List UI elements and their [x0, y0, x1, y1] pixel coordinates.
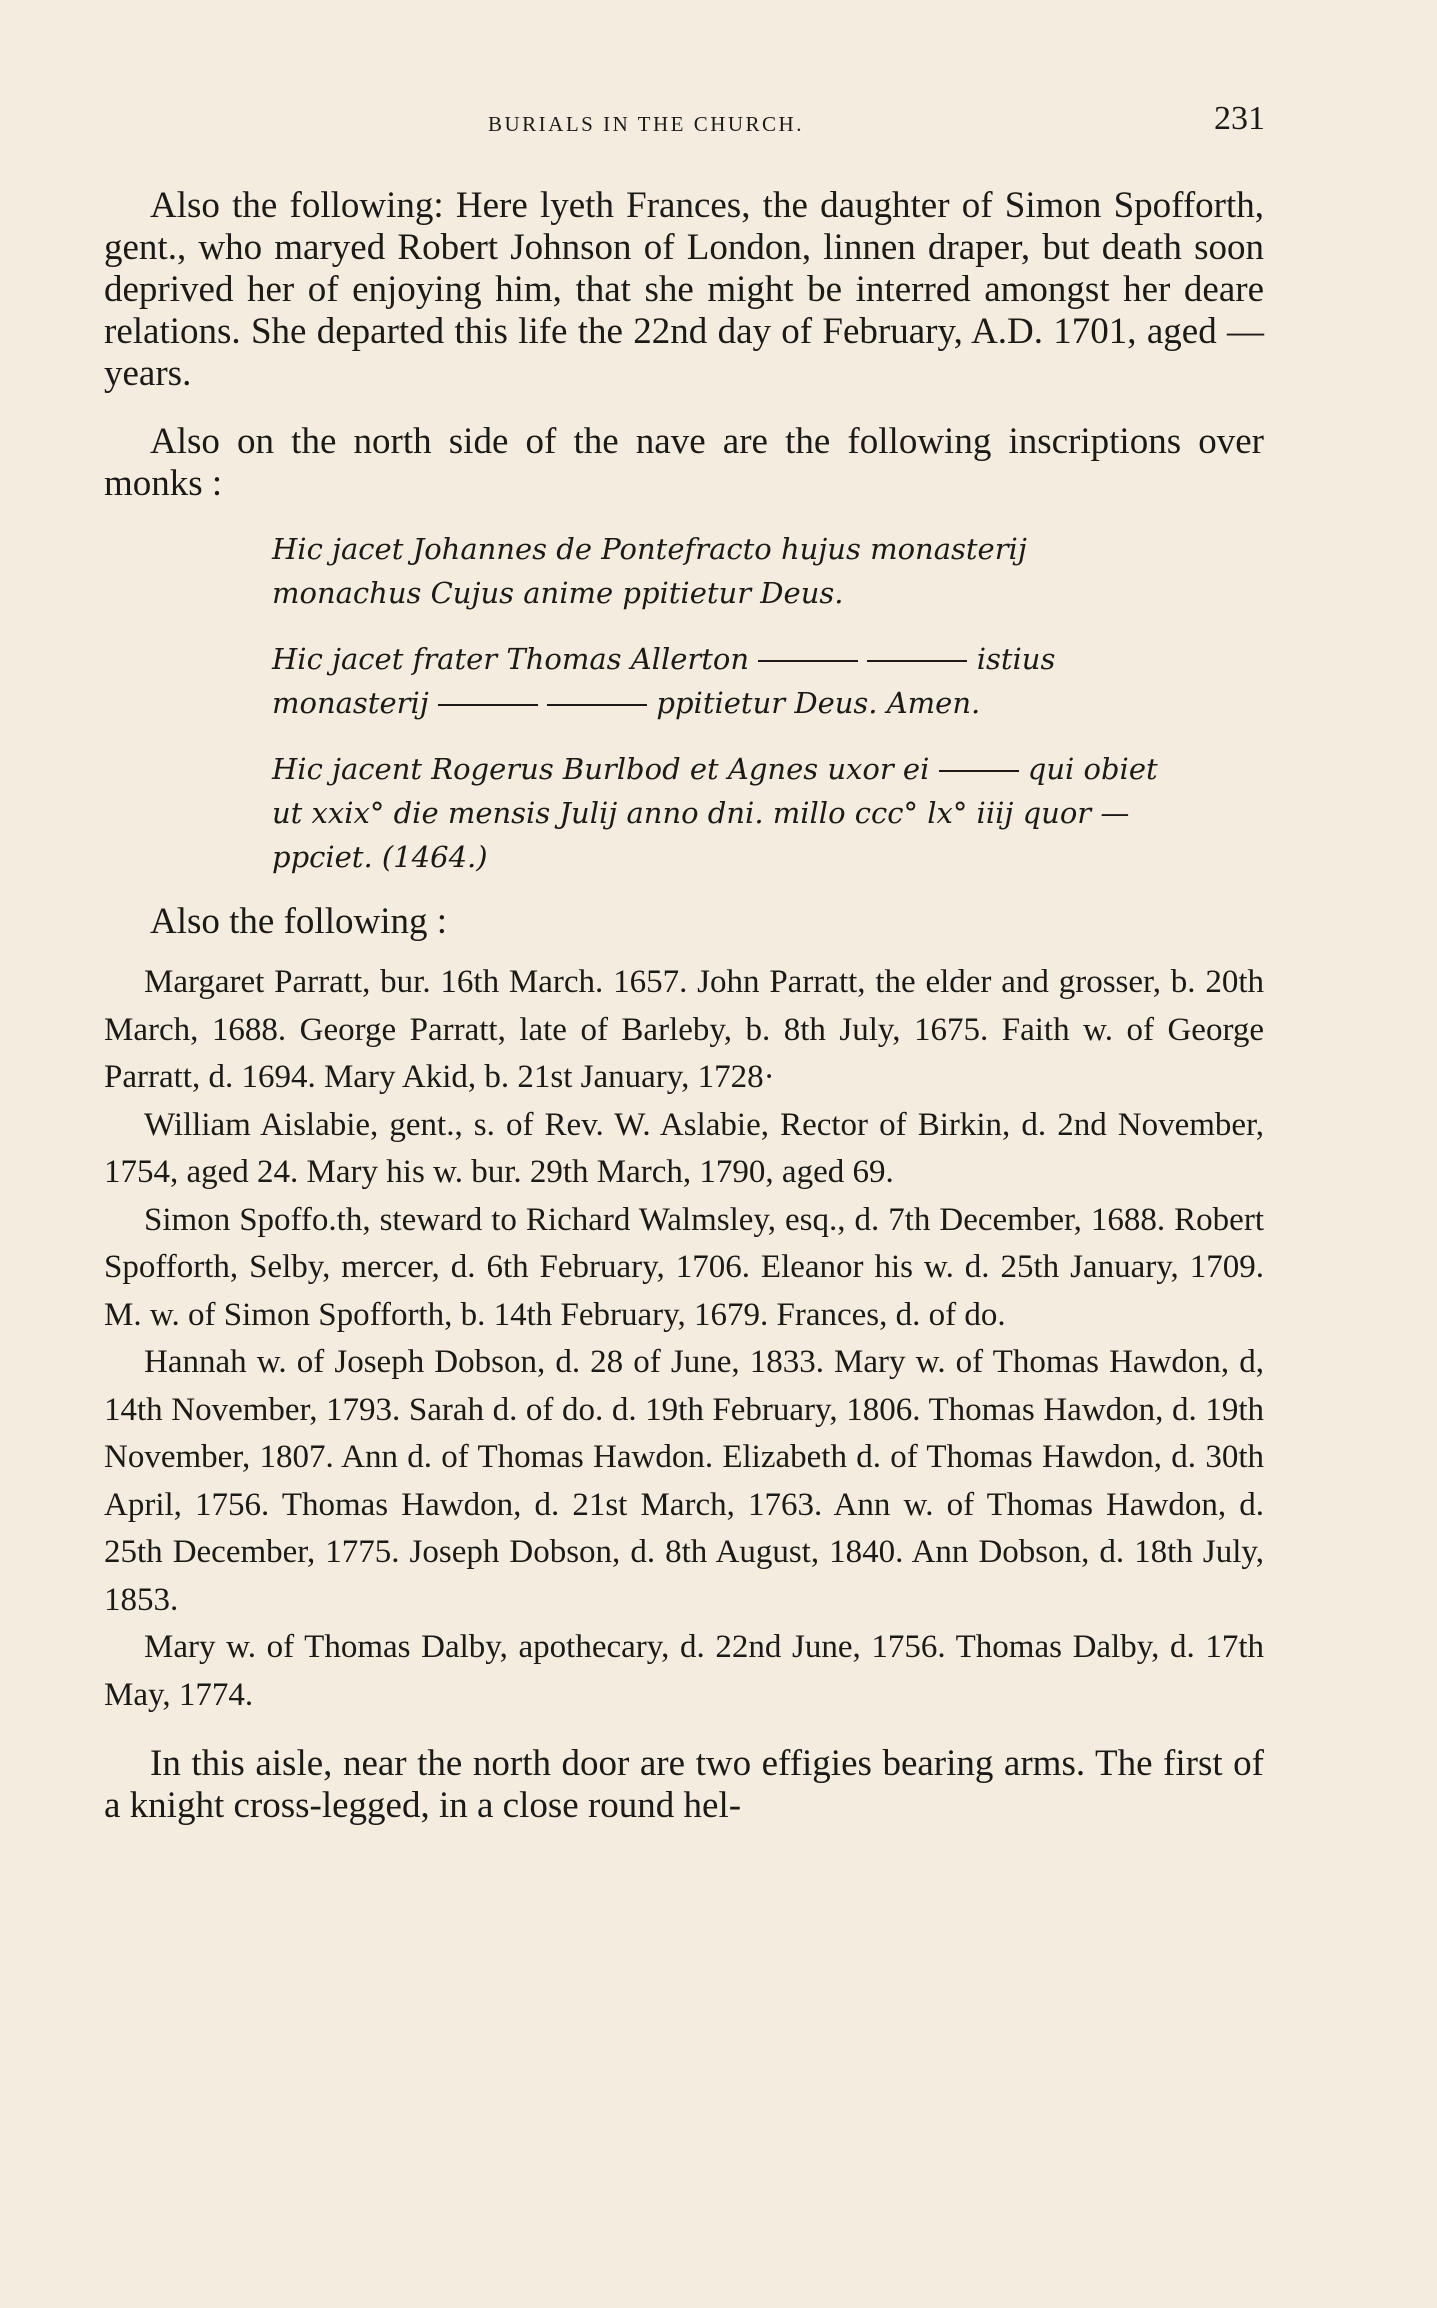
- paragraph-frances: Also the following: Here lyeth Frances, the daughter of Simon Spofforth, gent., who maryed Robert Johnson of London, linnen draper, but death soon deprived her of enjoying him, that she might be interred amongst her deare relations. She departed this life the 22nd day of February, A.D. 1701, aged — years.: [104, 185, 1264, 394]
- dash: [438, 704, 538, 706]
- inscription-thomas: [272, 637, 1184, 725]
- dash: [758, 660, 858, 662]
- entry-dobson-hawdon: Hannah w. of Joseph Dobson, d. 28 of June, 1833. Mary w. of Thomas Hawdon, d, 14th November, 1793. Sarah d. of do. d. 19th February, 1806. Thomas Hawdon, d. 19th November, 1807. Ann d. of Thomas Hawdon. Elizabeth d. of Thomas Hawdon, d. 30th April, 1756. Thomas Hawdon, d. 21st March, 1763. Ann w. of Thomas Hawdon, d. 25th December, 1775. Joseph Dobson, d. 8th August, 1840. Ann Dobson, d. 18th July, 1853.: [104, 1344, 1264, 1618]
- inscription-thomas-a: Hic jacet frater Thomas Allerton: [272, 642, 750, 676]
- intro-section: [104, 185, 1264, 505]
- inscription-rogerus: [272, 747, 1184, 879]
- paragraph-aisle: In this aisle, near the north door are two effigies bearing arms. The first of a knight cross-legged, in a close round hel-: [104, 1743, 1264, 1826]
- dash: [867, 660, 967, 662]
- running-head: BURIALS IN THE CHURCH.: [488, 112, 804, 136]
- dash: [547, 704, 647, 706]
- entry-spofforth: Simon Spoffo.th, steward to Richard Walmsley, esq., d. 7th December, 1688. Robert Spofforth, Selby, mercer, d. 6th February, 1706. Eleanor his w. d. 25th January, 1709. M. w. of Simon Spofforth, b. 14th February, 1679. Frances, d. of do.: [104, 1201, 1264, 1333]
- dash: [939, 770, 1019, 772]
- inscription-johannes: Hic jacet Johannes de Pontefracto hujus monasterij monachus Cujus anime ppitietur Deus.: [272, 532, 1027, 610]
- page-number: 231: [1214, 100, 1265, 137]
- entry-parratt: Margaret Parratt, bur. 16th March. 1657. John Parratt, the elder and grosser, b. 20th March, 1688. George Parratt, late of Barleby, b. 8th July, 1675. Faith w. of George Parratt, d. 1694. Mary Akid, b. 21st January, 1728·: [104, 964, 1264, 1095]
- paragraph-also-following: Also the following :: [150, 901, 448, 942]
- paragraph-north-side: Also on the north side of the nave are the following inscriptions over monks :: [104, 421, 1264, 504]
- page-body: [104, 185, 1264, 1827]
- entry-aislabie: William Aislabie, gent., s. of Rev. W. Aslabie, Rector of Birkin, d. 2nd November, 1754, aged 24. Mary his w. bur. 29th March, 1790, aged 69.: [104, 1106, 1264, 1190]
- also-following: [104, 901, 1264, 943]
- inscription-thomas-d: ppitietur Deus. Amen.: [656, 686, 981, 720]
- entry-dalby: Mary w. of Thomas Dalby, apothecary, d. 22nd June, 1756. Thomas Dalby, d. 17th May, 1774.: [104, 1629, 1264, 1713]
- inscription-thomas-c: monasterij: [272, 686, 429, 720]
- burial-entries: [104, 959, 1264, 1719]
- inscription-thomas-b: istius: [976, 642, 1056, 676]
- inscription-rogerus-b: qui obiet ut xxix° die mensis Julij anno dni. millo ccc° lx° iiij quor — ppciet. (1464.): [272, 752, 1158, 874]
- inscription-rogerus-a: Hic jacent Rogerus Burlbod et Agnes uxor ei: [272, 752, 930, 786]
- inscriptions: [272, 527, 1184, 879]
- closing-section: [104, 1743, 1264, 1827]
- page-header: [100, 100, 1265, 150]
